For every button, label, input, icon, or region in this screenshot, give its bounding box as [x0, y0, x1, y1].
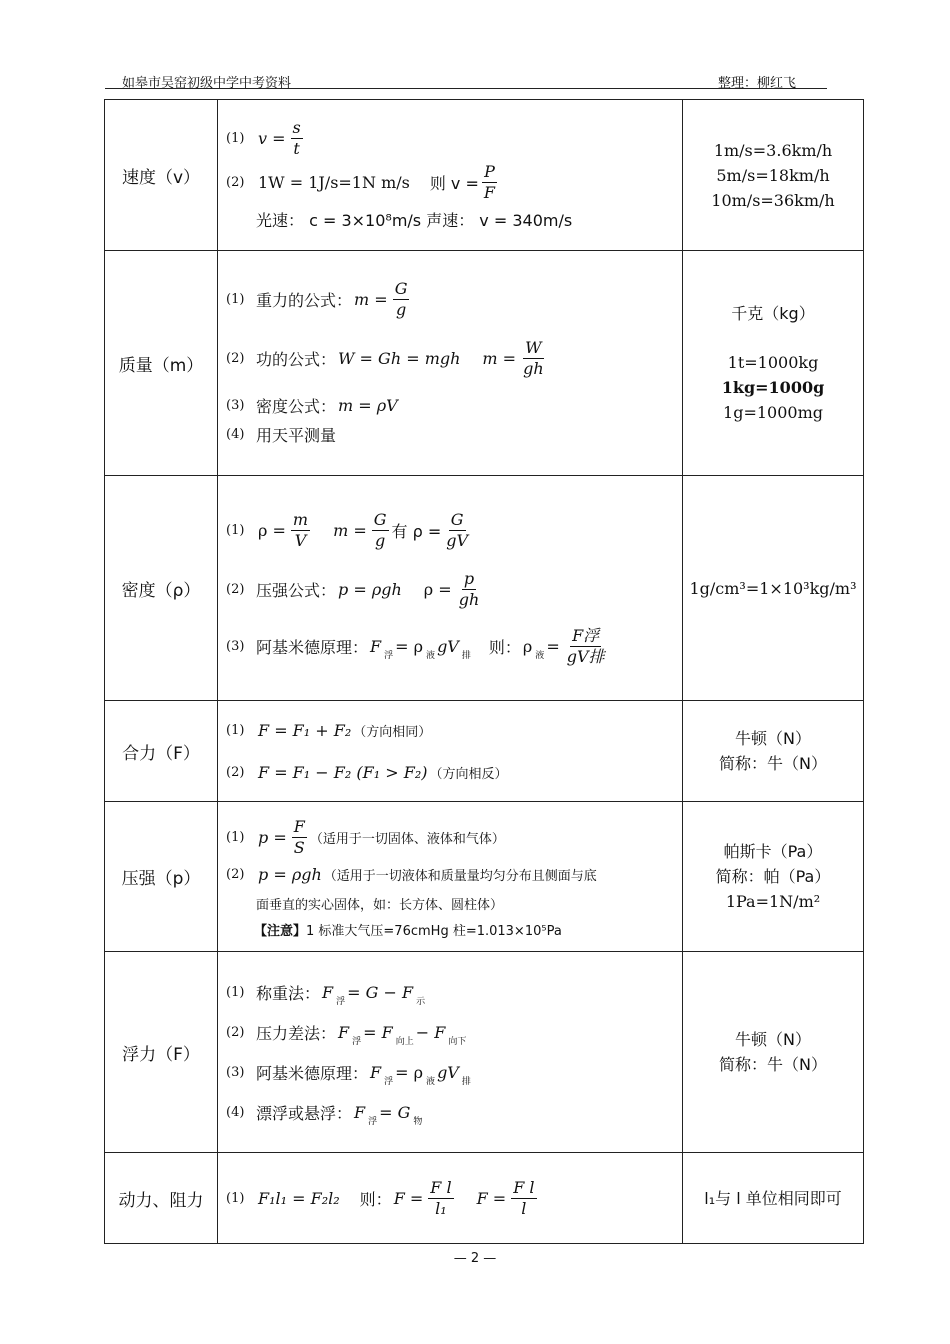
- row-lever: [105, 1153, 864, 1244]
- formula-cell: (1) F₁l₁ = F₂l₂ 则： F = $\frac{\text{F l}}{\text{l₁}}$ F = $\frac{\text{F l}}{l}$: [218, 1153, 683, 1244]
- unit-short: 简称：帕（Pa）: [715, 867, 831, 886]
- formula: 1W = 1J/s=1N m/s: [258, 173, 410, 192]
- fraction: $\frac{P}{F}$: [483, 162, 496, 202]
- fraction: $\frac{W}{gh}$: [523, 337, 544, 378]
- row-resultant-force: [105, 701, 864, 802]
- formula: v =: [258, 129, 286, 148]
- unit-name: 牛顿（N）: [735, 729, 811, 748]
- fraction: $\frac{G}{g}$: [394, 278, 408, 319]
- unit-name: 千克（kg）: [731, 304, 815, 323]
- formula-cell: [218, 100, 683, 251]
- unit-short: 简称：牛（N）: [719, 754, 827, 773]
- row-label: 质量（m）: [105, 251, 218, 476]
- item-number: (2): [226, 175, 245, 190]
- unit-cell: [683, 251, 864, 476]
- unit-cell: [683, 1153, 864, 1244]
- row-label: 压强（p）: [105, 802, 218, 952]
- row-speed: [105, 100, 864, 251]
- conversion: 10m/s=36km/h: [711, 190, 835, 210]
- row-label: 动力、阻力: [105, 1153, 218, 1244]
- row-label: 合力（F）: [105, 701, 218, 802]
- unit-cell: [683, 802, 864, 952]
- conversion: 1Pa=1N/m²: [725, 892, 821, 911]
- unit-note: l₁与 l 单位相同即可: [704, 1188, 842, 1208]
- unit-cell: [683, 100, 864, 251]
- page-number: — 2 —: [453, 1251, 497, 1266]
- row-mass: [105, 251, 864, 476]
- fraction: $\frac{s}{t}$: [292, 118, 301, 158]
- conversion: 1g=1000mg: [723, 403, 823, 422]
- row-label: 速度（v）: [105, 100, 218, 251]
- conversion: 5m/s=18km/h: [716, 165, 830, 185]
- formula: 则 v =: [429, 174, 479, 193]
- item-number: (1): [226, 131, 245, 146]
- conversion: 1g/cm³=1×10³kg/m³: [689, 578, 857, 598]
- unit-cell: [683, 476, 864, 701]
- row-label: 密度（ρ）: [105, 476, 218, 701]
- formula-cell: (1) 重力的公式： m = $\frac{G}{g}$ (2) 功的公式： W = Gh = mgh m = $\frac{W}{gh}$ (3) 密度公式： m = ρV (4) 用天平测量: [218, 251, 683, 476]
- conversion: 1t=1000kg: [727, 353, 819, 372]
- row-label: 浮力（F）: [105, 952, 218, 1153]
- header-right: 整理：柳红飞: [718, 76, 797, 91]
- unit-name: 帕斯卡（Pa）: [723, 842, 823, 861]
- formula-cell: (1) ρ = $\frac{m}{V}$ m = $\frac{G}{g}$ 有 ρ = $\frac{G}{gV}$ (2) 压强公式： p = ρgh ρ = $\frac{p}{gh}$ (3) 阿基米德原理： F 浮 = ρ 液 gV 排 则： ρ 液 = $\frac{\text{F浮}}{\text{gV排}}$: [218, 476, 683, 701]
- unit-short: 简称：牛（N）: [719, 1055, 827, 1074]
- unit-cell: [683, 952, 864, 1153]
- formula-cell: (1) 称重法： F 浮 = G − F 示 (2) 压力差法： F 浮 = F 向上 − F 向下 (3) 阿基米德原理： F 浮 = ρ 液 gV 排 (4) 漂浮或悬浮： F 浮 = G 物: [218, 952, 683, 1153]
- unit-name: 牛顿（N）: [735, 1030, 811, 1049]
- conversion: 1kg=1000g: [721, 378, 825, 397]
- formula-cell: (1) p = $\frac{F}{S}$ （适用于一切固体、液体和气体） (2) p = ρgh （适用于一切液体和质量量均匀分布且侧面与底 面垂直的实心固体，如：长方体、圆柱体） 【注意】 1 标准大气压=76cmHg 柱=1.013×10⁵Pa: [218, 802, 683, 952]
- row-buoyancy: [105, 952, 864, 1153]
- conversion: 1m/s=3.6km/h: [713, 140, 833, 160]
- formula-table: [104, 99, 864, 1244]
- light-sound-speed: 光速： c = 3×10⁸m/s 声速： v = 340m/s: [256, 210, 573, 230]
- formula-cell: (1) F = F₁ + F₂ （方向相同） (2) F = F₁ − F₂ (F₁ > F₂) （方向相反）: [218, 701, 683, 802]
- header-left: 如皋市吴窑初级中学中考资料: [122, 76, 292, 91]
- header-rule: [105, 88, 827, 89]
- row-pressure: [105, 802, 864, 952]
- row-density: [105, 476, 864, 701]
- unit-cell: [683, 701, 864, 802]
